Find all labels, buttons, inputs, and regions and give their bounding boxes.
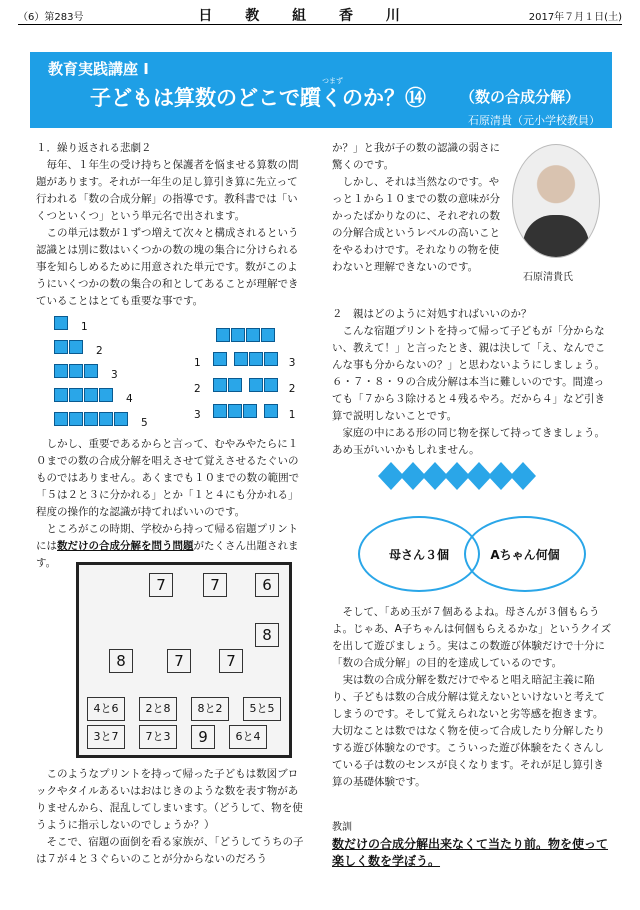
- paragraph: こんな宿題プリントを持って帰って子どもが「分からない、教えて！」と言ったとき、親は決して「え、なんでこんな事も分からないの？」と思わないようにしましょう。６・７・８・９の合成分解は本当に難しいのです。間違っても「７から３除けると４残るやろ。だから４」など引き算で説明しないことです。: [332, 325, 606, 422]
- homework-worksheet-image: 7 7 6 8 7 7 8 4と6 2と8 8と2 5と5 3と7 7と3 9 6と4: [76, 562, 292, 758]
- paragraph: このようなプリントを持って帰った子どもは数図ブロックやタイルあるいはおはじきのような数を表す物がありませんから、混乱してしまいます。（どうして、物を使うように指示しないのでしょうか？）: [36, 768, 303, 831]
- block-label: 3: [111, 369, 118, 381]
- block-label: 1: [81, 321, 88, 333]
- block-label: 2: [288, 383, 296, 395]
- block-label: 1: [194, 357, 201, 369]
- block-label: 1: [288, 409, 296, 421]
- article-title: 子どもは算数のどこで躓くのか？⑭: [90, 86, 426, 110]
- block-label: 4: [126, 393, 133, 405]
- paragraph: そこで、宿題の面倒を看る家族が、「どうしてうちの子は７が４と３ぐらいのことが分からないのだろう: [36, 836, 304, 865]
- photo-caption: 石原清貴氏: [523, 272, 573, 283]
- article-subtitle: （数の合成分解）: [460, 88, 581, 106]
- right-column-top: [332, 140, 502, 276]
- mother-oval: 母さん３個: [358, 516, 480, 592]
- section-heading-2: ２ 親はどのように対処すればいいのか？: [332, 308, 532, 320]
- right-column-middle: [332, 306, 612, 459]
- block-label: 3: [288, 357, 296, 369]
- series-title: 教育実践講座 Ⅰ: [48, 60, 149, 78]
- page-header: [18, 6, 622, 25]
- right-column-bottom: [332, 604, 612, 791]
- left-column-bottom: [36, 766, 306, 868]
- issue-number: （6）第283号: [18, 11, 84, 23]
- lesson-box: [332, 820, 612, 870]
- paragraph: しかし、それは当然なのです。やっと１から１０までの数の意味が分かったばかりなのに、それぞれの数の分解合成というレベルの高いことをやるわけです。それなりの物を使わないと理解できないのです。: [332, 176, 500, 273]
- block-label: 3: [194, 409, 201, 421]
- block-label: 2: [96, 345, 103, 357]
- paragraph: 家庭の中にある形の同じ物を探して持ってきましょう。あめ玉がいいかもしれません。: [332, 427, 605, 456]
- lesson-text: 数だけの合成分解出来なくて当たり前。物を使って楽しく数を学ぼう。: [332, 837, 609, 868]
- highlight-text: 数だけの合成分解を問う問題: [57, 540, 194, 552]
- section-heading-1: １．繰り返される悲劇２: [36, 142, 152, 154]
- author-photo: [512, 144, 600, 258]
- author-line: 石原清貴（元小学校教員）: [468, 114, 600, 127]
- paragraph: ところがこの時期、学校から持って帰る宿題プリントには数だけの合成分解を問う問題がたくさん出題されます。: [36, 523, 299, 569]
- paragraph: 毎年、１年生の受け持ちと保護者を悩ませる算数の問題があります。それが一年生の足し算引き算に先立って行われる「数の合成分解」の指導です。教科書では「いくつといくつ」という単元名で出されます。: [36, 159, 299, 222]
- block-label: 5: [141, 417, 148, 429]
- ruby-text: つまず: [322, 77, 343, 85]
- child-oval: Aちゃん何個: [464, 516, 586, 592]
- paragraph: 実は数の合成分解を数だけでやると唱え暗記主義に陥り、子どもは数の合成分解は覚えないといけないと考えてしまうのです。そして覚えられないと劣等感を抱きます。大切なことは数ではなく物を使って合成したり分解したりする遊び体験なのです。こういった遊び体験をたくさんしている子は数のセンスが良くなります。それが足し算引き算の基礎体験です。: [332, 674, 605, 788]
- block-label: 2: [194, 383, 201, 395]
- paragraph: しかし、重要であるからと言って、むやみやたらに１０までの数の合成分解を唱えさせて覚えさせるたぐいのものではありません。あくまでも１０までの数の範囲で「５は２と３に分かれる」とか「１と４にも分かれる」程度の操作的な認識が持てればいいのです。: [36, 438, 300, 518]
- paragraph: この単元は数が１ずつ増えて次々と構成されるという認識とは別に数はいくつかの数の塊の集合に分けられる事を知らしめるために用意された単元です。数がこのようにいくつかの数の集合の和としてあることが理解できていることはとても重要な事です。: [36, 227, 299, 307]
- lesson-label: 教訓: [332, 822, 352, 833]
- title-banner: [30, 52, 612, 128]
- left-column-top: [36, 140, 306, 310]
- paper-title: 日 教 組 香 川: [198, 8, 414, 24]
- paragraph: か？」と我が子の数の認識の弱さに驚くのです。: [332, 142, 500, 171]
- left-column-middle: [36, 436, 306, 572]
- paragraph: そして、「あめ玉が７個あるよね。母さんが３個もらうよ。じゃあ、A子ちゃんは何個もらえるかな」というクイズを出して遊びましょう。実はこの数遊び体験だけで十分に「数の合成分解」の目的を達成しているのです。: [332, 606, 612, 669]
- issue-date: 2017年７月１日(土): [528, 11, 622, 23]
